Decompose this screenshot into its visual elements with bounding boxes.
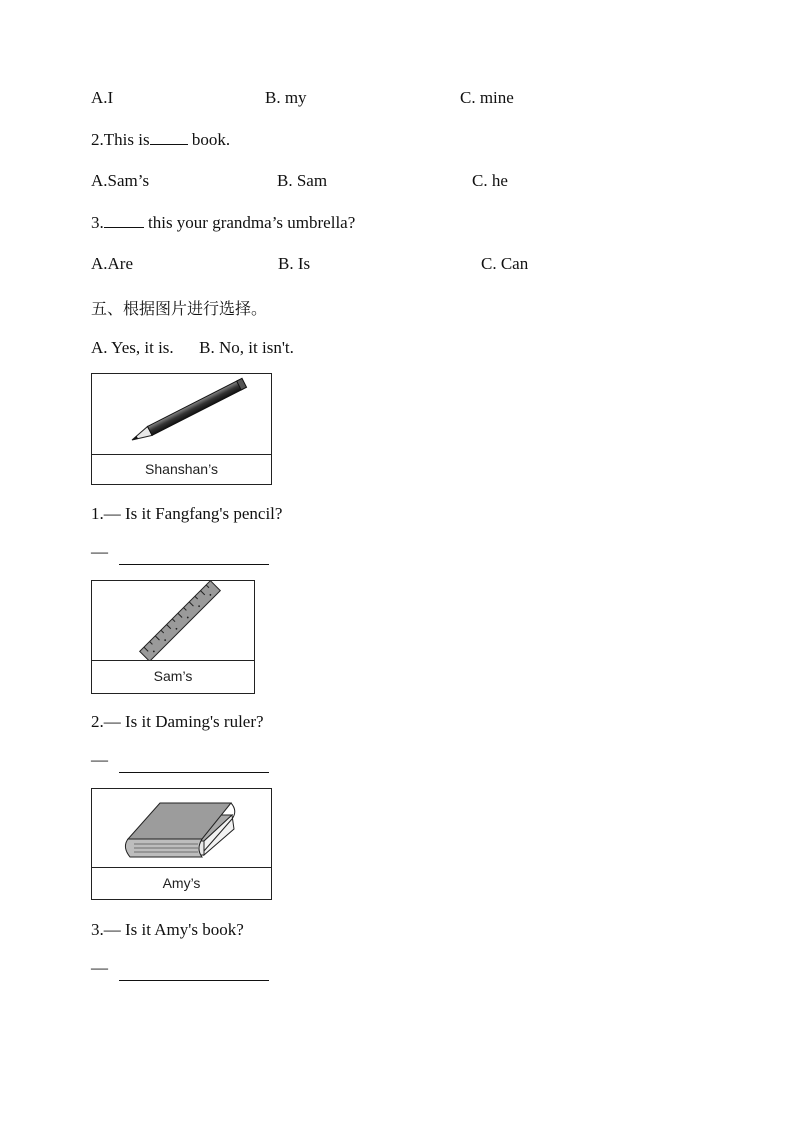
question-2-prefix: 2.This is [91,130,150,149]
picture-caption: Shanshan’s [145,461,218,477]
option-a: A.Are [91,254,134,273]
picture-card-3 [91,788,272,900]
question-3-prefix: 3. [91,213,104,232]
answer-line[interactable] [119,564,269,565]
answer-dash: — [91,750,108,769]
question-2-rest: book. [187,130,231,149]
picture-card-2 [91,580,255,694]
option-b: B. Is [278,254,311,273]
option-c: C. Can [481,254,529,273]
answer-choices: A. Yes, it is. B. No, it isn't. [91,338,294,357]
answer-line[interactable] [119,772,269,773]
question-3-rest: this your grandma’s umbrella? [143,213,356,232]
option-c: C. he [472,171,508,190]
picture-card-1 [91,373,272,485]
answer-line[interactable] [119,980,269,981]
pencil-icon [92,374,271,455]
answer-dash: — [91,958,108,977]
question-2 [91,130,230,150]
option-b: B. my [265,88,307,107]
ruler-icon [92,581,254,661]
question-item-1: 1.— Is it Fangfang's pencil? [91,504,283,523]
option-c: C. mine [460,88,514,107]
section-title: 五、根据图片进行选择。 [91,299,268,318]
answer-blank[interactable] [104,213,144,228]
question-item-3: 3.— Is it Amy's book? [91,920,244,939]
book-icon [92,789,271,868]
question-item-2: 2.— Is it Daming's ruler? [91,712,264,731]
picture-caption: Sam’s [153,668,193,684]
option-a: A.Sam’s [91,171,150,190]
option-a: A.I [91,88,114,107]
answer-blank[interactable] [150,130,188,145]
picture-caption: Amy’s [162,875,201,891]
option-b: B. Sam [277,171,328,190]
answer-dash: — [91,542,108,561]
question-3 [91,213,355,233]
